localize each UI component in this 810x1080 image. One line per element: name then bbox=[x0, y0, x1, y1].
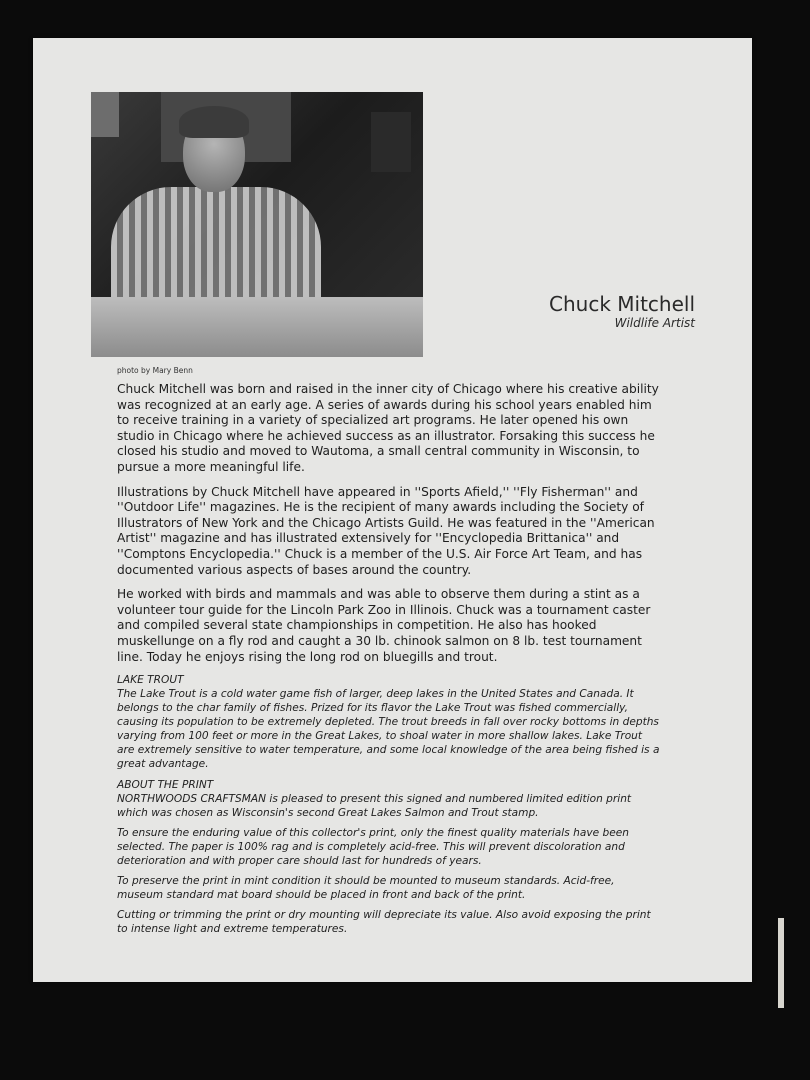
photo-credit: photo by Mary Benn bbox=[117, 366, 193, 375]
about-print-paragraph: Cutting or trimming the print or dry mounting will depreciate its value. Also avoid exposing the print to intense light and extreme temperatures. bbox=[117, 909, 651, 936]
about-print-paragraph: To ensure the enduring value of this collector's print, only the finest quality materials have been selected. The paper is 100% rag and is completely acid-free. This will prevent discoloration and deterioration and with proper care should last for hundreds of years. bbox=[117, 827, 629, 868]
document-body bbox=[117, 382, 662, 942]
about-print-title: ABOUT THE PRINT bbox=[117, 779, 214, 792]
bio-paragraph: He worked with birds and mammals and was able to observe them during a stint as a volunteer tour guide for the Lincoln Park Zoo in Illinois. Chuck was a tournament caster and compiled several state championships in competition. He also has hooked muskellunge on a fly rod and caught a 30 lb. chinook salmon on 8 lb. test tournament line. Today he enjoys rising the long rod on bluegills and trout. bbox=[117, 587, 651, 664]
artist-name: Chuck Mitchell bbox=[549, 292, 695, 316]
artist-role: Wildlife Artist bbox=[614, 316, 695, 330]
lake-trout-title: LAKE TROUT bbox=[117, 674, 184, 687]
about-print-paragraph: NORTHWOODS CRAFTSMAN is pleased to present this signed and numbered limited edition print which was chosen as Wisconsin's second Great Lakes Salmon and Trout stamp. bbox=[117, 793, 632, 820]
paper-edge bbox=[778, 918, 784, 1008]
artist-photo bbox=[91, 92, 423, 357]
bio-paragraph: Illustrations by Chuck Mitchell have appeared in ''Sports Afield,'' ''Fly Fisherman'' and ''Outdoor Life'' magazines. He is the recipient of many awards including the Society of Illustrators of New York and the Chicago Artists Guild. He was featured in the ''American Artist'' magazine and has illustrated extensively for ''Encyclopedia Brittanica'' and ''Comptons Encyclopedia.'' Chuck is a member of the U.S. Air Force Art Team, and has documented various aspects of bases around the country. bbox=[117, 484, 655, 577]
artist-heading bbox=[549, 292, 695, 330]
lake-trout-text: The Lake Trout is a cold water game fish of larger, deep lakes in the United States and Canada. It belongs to the char family of fishes. Prized for its flavor the Lake Trout was fished commercially, causing its population to be extremely depleted. The trout breeds in fall over rocky bottoms in depths varying from 100 feet or more in the Great Lakes, to shoal water in more shallow lakes. Lake Trout are extremely sensitive to water temperature, and some local knowledge of the area being fished is a great advantage. bbox=[117, 688, 660, 771]
about-print-paragraph: To preserve the print in mint condition it should be mounted to museum standards. Acid-free, museum standard mat board should be placed in front and back of the print. bbox=[117, 875, 615, 902]
bio-paragraph: Chuck Mitchell was born and raised in the inner city of Chicago where his creative ability was recognized at an early age. A series of awards during his school years enabled him to receive training in a variety of specialized art programs. He later opened his own studio in Chicago where he achieved success as an illustrator. Forsaking this success he closed his studio and moved to Wautoma, a small central community in Wisconsin, to pursue a more meaningful life. bbox=[117, 382, 659, 474]
